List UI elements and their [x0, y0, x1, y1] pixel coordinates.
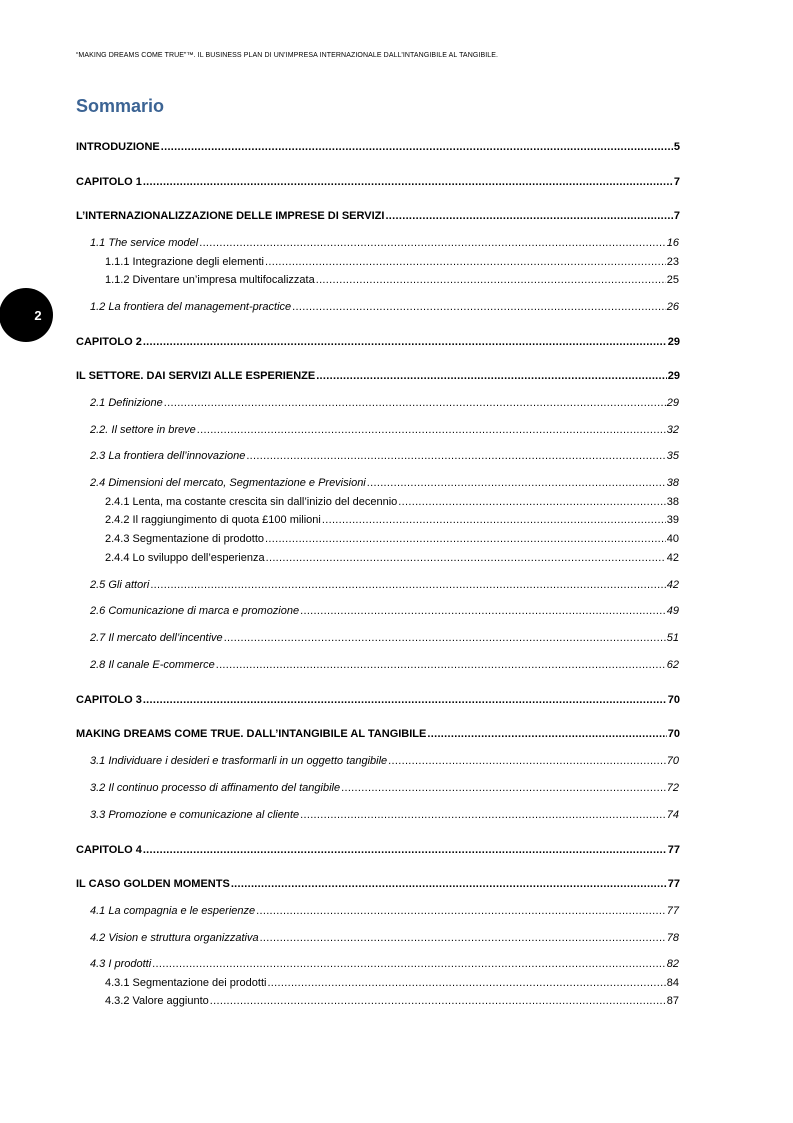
toc-entry-2-1[interactable]: 2.1 Definizione ..... 29	[90, 396, 679, 410]
page-number-badge: 2	[0, 288, 53, 342]
toc-entry-4-3-2[interactable]: 4.3.2 Valore aggiunto ..... 87	[105, 994, 679, 1008]
toc-entry-2-4-2[interactable]: 2.4.2 Il raggiungimento di quota £100 milioni ..... 39	[105, 513, 679, 527]
toc-entry-2-2[interactable]: 2.2. Il settore in breve ..... 32	[90, 423, 679, 437]
running-header: “MAKING DREAMS COME TRUE”™. IL BUSINESS PLAN DI UN’IMPRESA INTERNAZIONALE DALL’INTANGIBILE AL TANGIBILE.	[76, 52, 499, 59]
toc-entry-3-1[interactable]: 3.1 Individuare i desideri e trasformarli in un oggetto tangibile ..... 70	[90, 754, 679, 768]
toc-entry-2-3[interactable]: 2.3 La frontiera dell’innovazione ..... 35	[90, 449, 679, 463]
toc-entry-capitolo-4[interactable]: CAPITOLO 4 ..... 77	[76, 843, 680, 857]
toc-entry-chapter-2-title[interactable]: IL SETTORE. DAI SERVIZI ALLE ESPERIENZE ..... 29	[76, 369, 680, 383]
toc-entry-2-4-1[interactable]: 2.4.1 Lenta, ma costante crescita sin dall’inizio del decennio ..... 38	[105, 495, 679, 509]
toc-entry-2-4-3[interactable]: 2.4.3 Segmentazione di prodotto ..... 40	[105, 532, 679, 546]
toc-entry-2-5[interactable]: 2.5 Gli attori ..... 42	[90, 578, 679, 592]
toc-entry-1-1[interactable]: 1.1 The service model ..... 16	[90, 236, 679, 250]
toc-entry-4-1[interactable]: 4.1 La compagnia e le esperienze ..... 77	[90, 904, 679, 918]
toc-entry-2-8[interactable]: 2.8 Il canale E-commerce ..... 62	[90, 658, 679, 672]
toc-title: Sommario	[76, 96, 165, 116]
toc-entry-3-2[interactable]: 3.2 Il continuo processo di affinamento del tangibile ..... 72	[90, 781, 679, 795]
toc-entry-1-2[interactable]: 1.2 La frontiera del management-practice ..... 26	[90, 300, 679, 314]
toc-entry-capitolo-1[interactable]: CAPITOLO 1 ..... 7	[76, 175, 680, 189]
toc-entry-3-3[interactable]: 3.3 Promozione e comunicazione al cliente ..... 74	[90, 808, 679, 822]
toc-entry-introduzione[interactable]: INTRODUZIONE ..... 5	[76, 140, 680, 154]
toc-entry-4-2[interactable]: 4.2 Vision e struttura organizzativa ..... 78	[90, 931, 679, 945]
toc-entry-1-1-2[interactable]: 1.1.2 Diventare un’impresa multifocalizzata ..... 25	[105, 273, 679, 287]
toc-entry-1-1-1[interactable]: 1.1.1 Integrazione degli elementi ..... 23	[105, 255, 679, 269]
toc-entry-capitolo-3[interactable]: CAPITOLO 3 ..... 70	[76, 693, 680, 707]
toc-entry-capitolo-2[interactable]: CAPITOLO 2 ..... 29	[76, 335, 680, 349]
toc-entry-2-6[interactable]: 2.6 Comunicazione di marca e promozione ..... 49	[90, 604, 679, 618]
toc-entry-2-7[interactable]: 2.7 Il mercato dell’incentive ..... 51	[90, 631, 679, 645]
toc-entry-2-4-4[interactable]: 2.4.4 Lo sviluppo dell’esperienza ..... 42	[105, 551, 679, 565]
toc-entry-chapter-4-title[interactable]: IL CASO GOLDEN MOMENTS ..... 77	[76, 877, 680, 891]
toc-entry-4-3[interactable]: 4.3 I prodotti ..... 82	[90, 957, 679, 971]
toc-entry-4-3-1[interactable]: 4.3.1 Segmentazione dei prodotti ..... 84	[105, 976, 679, 990]
toc-entry-chapter-3-title[interactable]: MAKING DREAMS COME TRUE. DALL’INTANGIBILE AL TANGIBILE ..... 70	[76, 727, 680, 741]
toc-entry-2-4[interactable]: 2.4 Dimensioni del mercato, Segmentazione e Previsioni ..... 38	[90, 476, 679, 490]
toc-entry-chapter-1-title[interactable]: L’INTERNAZIONALIZZAZIONE DELLE IMPRESE DI SERVIZI ..... 7	[76, 209, 680, 223]
